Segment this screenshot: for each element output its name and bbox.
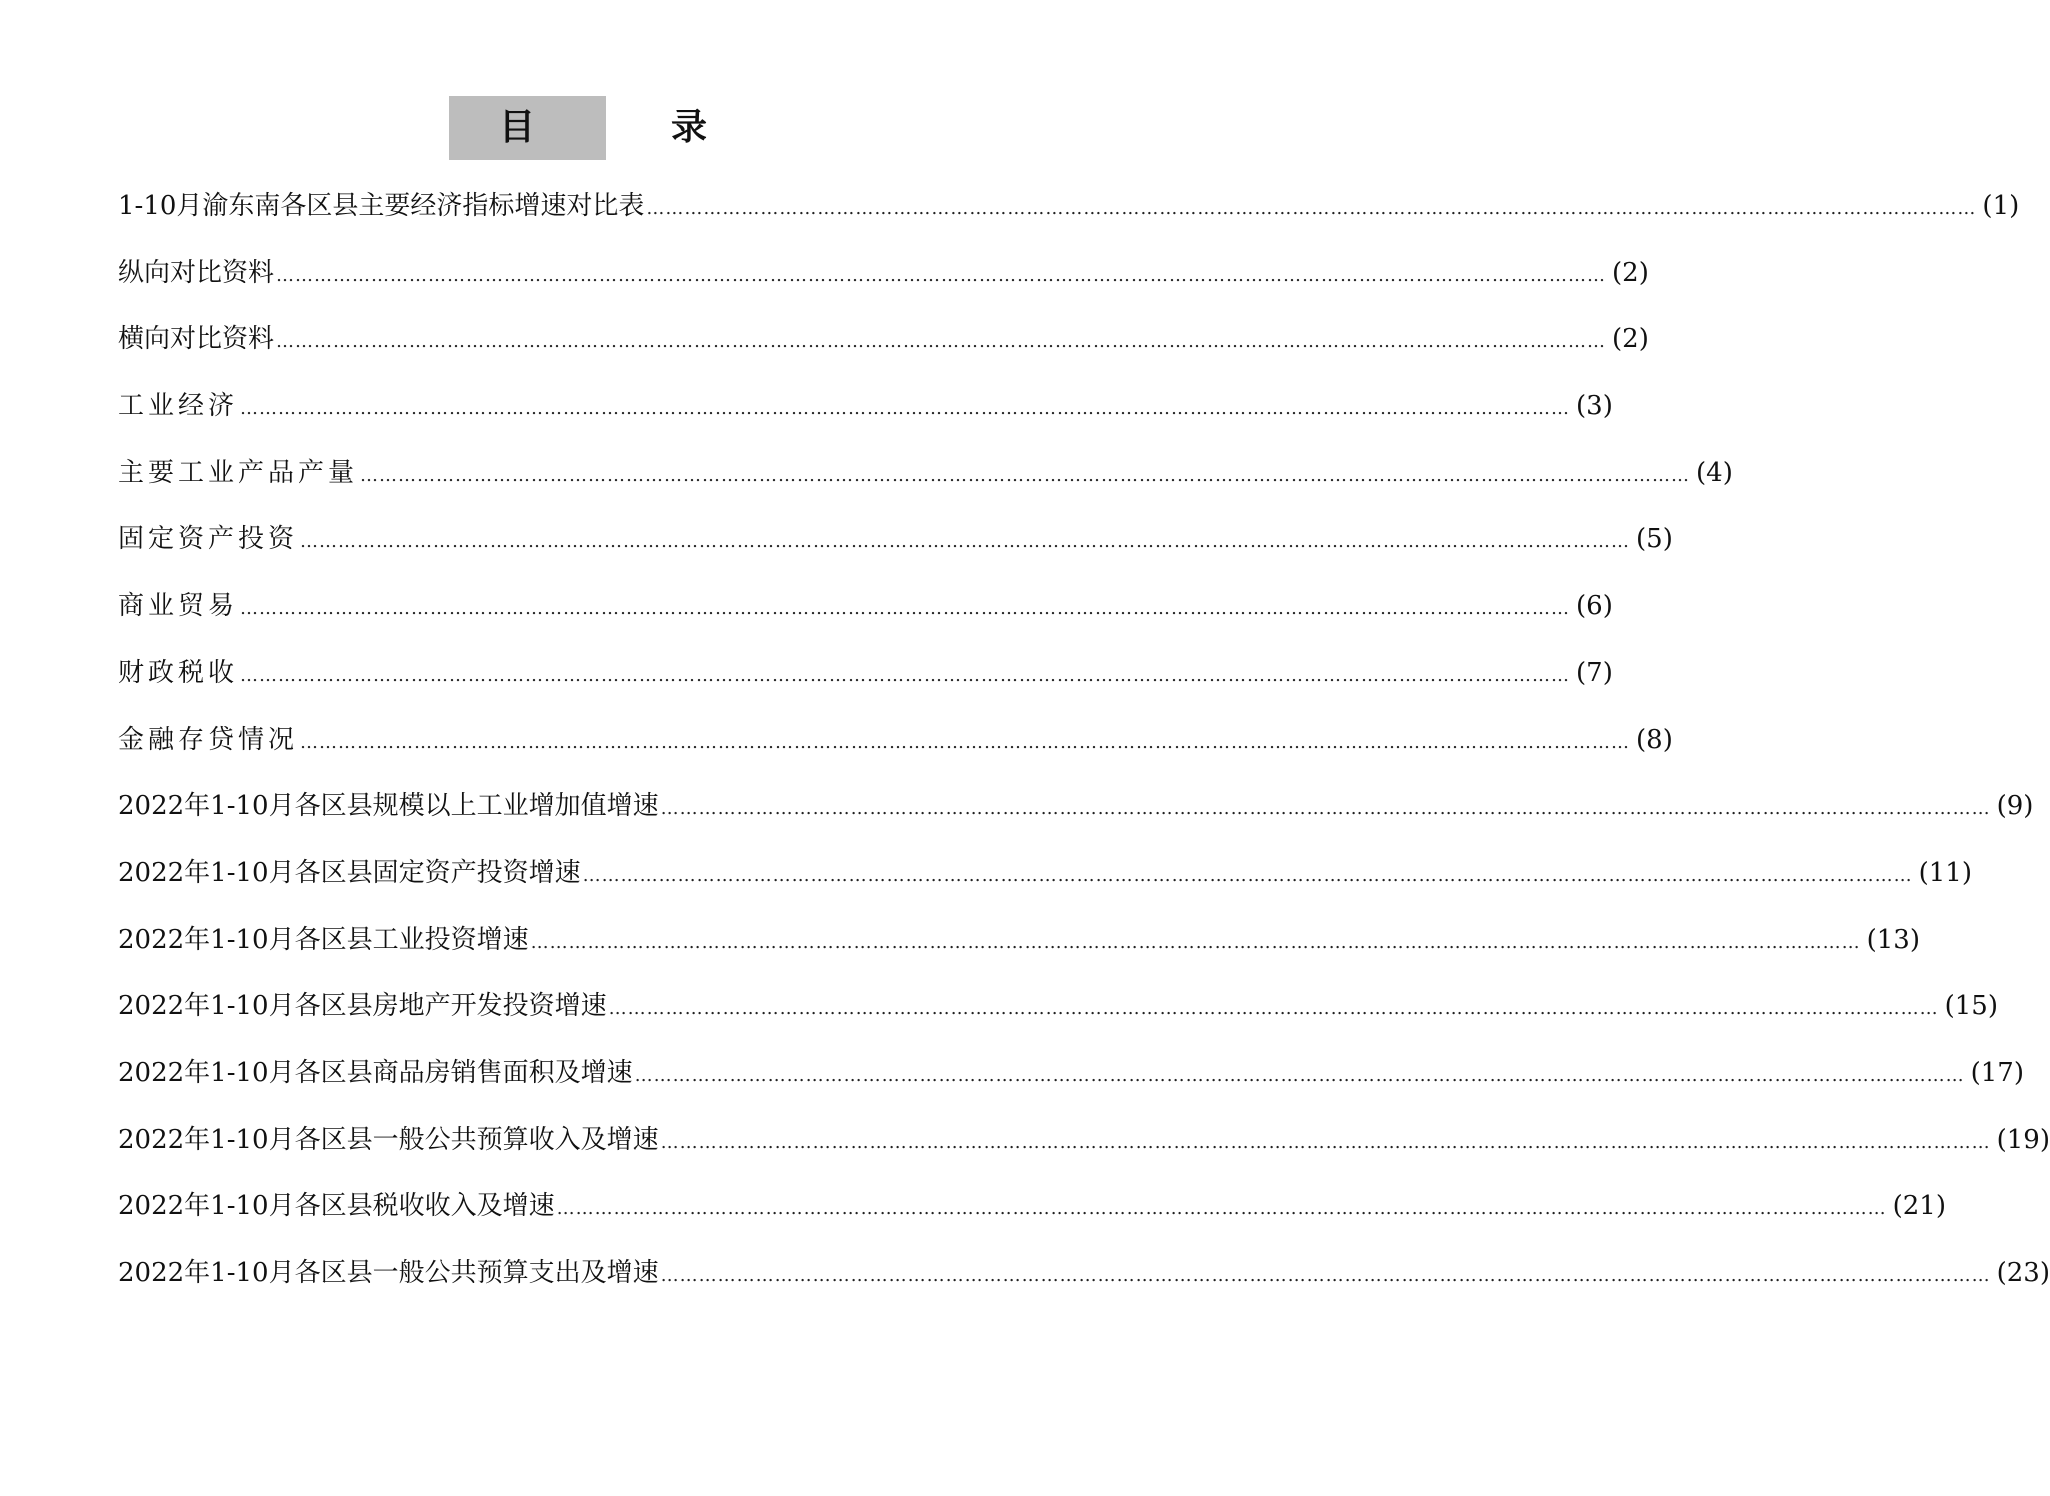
- toc-dot-leader: [661, 1256, 1991, 1296]
- toc-entry-label: 固定资产投资: [118, 524, 299, 555]
- toc-entry-page: (15): [1944, 991, 1998, 1022]
- toc-entry-page: (2): [1612, 324, 1649, 355]
- toc-dot-leader: [557, 1189, 1887, 1229]
- toc-entry-page: (2): [1612, 257, 1649, 288]
- toc-entry[interactable]: [118, 186, 2020, 253]
- toc-entry-label: 纵向对比资料: [118, 257, 275, 288]
- toc-entry-label: 2022年1-10月各区县一般公共预算支出及增速: [118, 1258, 659, 1288]
- toc-dot-leader: [635, 1056, 1965, 1096]
- toc-dot-leader: [583, 856, 1913, 896]
- toc-dot-leader: [276, 256, 1606, 296]
- toc-entry[interactable]: [118, 319, 1649, 386]
- toc-dot-leader: [531, 923, 1861, 963]
- toc-entry-label: 2022年1-10月各区县商品房销售面积及增速: [118, 1057, 633, 1088]
- toc-entry-page: (11): [1918, 857, 1972, 888]
- toc-entry-page: (13): [1866, 924, 1920, 955]
- toc-entry[interactable]: [118, 853, 1972, 920]
- toc-entry-label: 工业经济: [118, 391, 239, 422]
- toc-entry[interactable]: [118, 253, 1649, 320]
- toc-entry-label: 2022年1-10月各区县规模以上工业增加值增速: [118, 791, 659, 822]
- toc-entry-page: (19): [1996, 1124, 2050, 1155]
- toc-entry[interactable]: [118, 453, 1733, 520]
- toc-entry-label: 1-10月渝东南各区县主要经济指标增速对比表: [118, 191, 645, 221]
- toc-entry[interactable]: [118, 920, 1920, 987]
- toc-entry[interactable]: [118, 519, 1673, 586]
- toc-dot-leader: [240, 589, 1570, 629]
- toc-entry-page: (3): [1576, 391, 1613, 422]
- toc-entry-page: (4): [1696, 457, 1733, 488]
- toc-entry-label: 横向对比资料: [118, 324, 275, 355]
- toc-dot-leader: [300, 522, 1630, 562]
- toc-dot-leader: [276, 322, 1606, 362]
- toc-entry-page: (23): [1996, 1258, 2050, 1288]
- toc-entry-page: (9): [1996, 791, 2034, 822]
- toc-dot-leader: [646, 189, 1976, 229]
- toc-dot-leader: [360, 456, 1690, 496]
- toc-entry-label: 金融存贷情况: [118, 724, 299, 755]
- toc-entry-label: 商业贸易: [118, 591, 239, 622]
- toc-entry-label: 2022年1-10月各区县固定资产投资增速: [118, 857, 581, 888]
- toc-entry[interactable]: [118, 1120, 2050, 1187]
- toc-dot-leader: [661, 789, 1991, 829]
- toc-entry-page: (5): [1636, 524, 1673, 555]
- toc-dot-leader: [661, 1123, 1991, 1163]
- toc-entry-page: (6): [1576, 591, 1613, 622]
- toc-entry-page: (21): [1892, 1191, 1946, 1222]
- toc-entry-label: 主要工业产品产量: [118, 457, 359, 488]
- toc-dot-leader: [609, 989, 1939, 1029]
- toc-entry-page: (1): [1982, 191, 2020, 221]
- toc-entry[interactable]: [118, 586, 1613, 653]
- toc-entry[interactable]: [118, 786, 2034, 853]
- page-title: 目 录: [449, 96, 606, 160]
- table-of-contents: [118, 186, 2050, 1320]
- toc-entry-label: 2022年1-10月各区县一般公共预算收入及增速: [118, 1124, 659, 1155]
- toc-entry-page: (8): [1636, 724, 1673, 755]
- toc-entry[interactable]: [118, 1253, 2050, 1320]
- toc-dot-leader: [300, 723, 1630, 763]
- toc-entry-label: 财政税收: [118, 657, 239, 688]
- toc-entry-page: (7): [1576, 657, 1613, 688]
- toc-entry[interactable]: [118, 720, 1673, 787]
- toc-entry-page: (17): [1970, 1057, 2024, 1088]
- toc-entry[interactable]: [118, 1186, 1946, 1253]
- toc-dot-leader: [240, 656, 1570, 696]
- toc-entry[interactable]: [118, 1053, 2024, 1120]
- toc-entry-label: 2022年1-10月各区县税收收入及增速: [118, 1191, 555, 1222]
- toc-entry-label: 2022年1-10月各区县房地产开发投资增速: [118, 991, 607, 1022]
- toc-entry[interactable]: [118, 986, 1998, 1053]
- toc-entry[interactable]: [118, 653, 1613, 720]
- toc-dot-leader: [240, 389, 1570, 429]
- toc-entry-label: 2022年1-10月各区县工业投资增速: [118, 924, 529, 955]
- toc-entry[interactable]: [118, 386, 1613, 453]
